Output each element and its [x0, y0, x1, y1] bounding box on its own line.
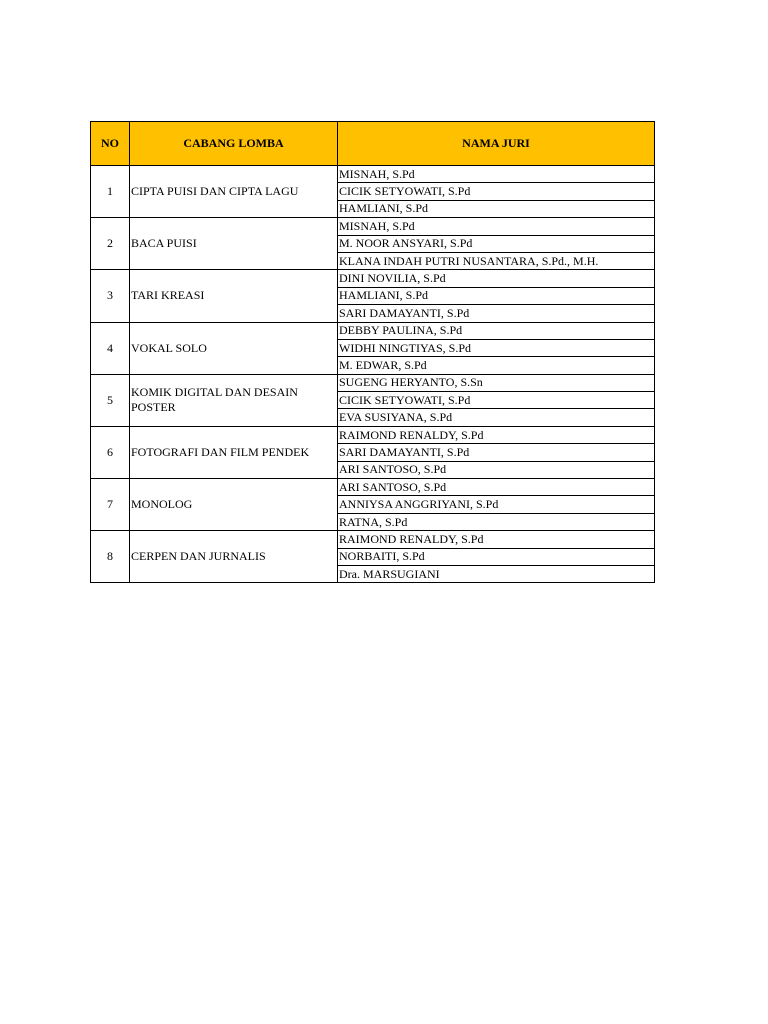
judge-name: ANNIYSA ANGGRIYANI, S.Pd [338, 496, 655, 513]
judge-name: RAIMOND RENALDY, S.Pd [338, 531, 655, 548]
row-number: 4 [91, 322, 130, 374]
row-number: 2 [91, 218, 130, 270]
table-row [91, 166, 655, 183]
judge-name: DINI NOVILIA, S.Pd [338, 270, 655, 287]
judge-name: SUGENG HERYANTO, S.Sn [338, 374, 655, 391]
judge-name: Dra. MARSUGIANI [338, 565, 655, 582]
judge-name: M. NOOR ANSYARI, S.Pd [338, 235, 655, 252]
competition-branch: KOMIK DIGITAL DAN DESAIN POSTER [130, 374, 338, 426]
row-number: 6 [91, 426, 130, 478]
row-number: 1 [91, 166, 130, 218]
row-number: 5 [91, 374, 130, 426]
row-number: 3 [91, 270, 130, 322]
judge-name: KLANA INDAH PUTRI NUSANTARA, S.Pd., M.H. [338, 252, 655, 269]
judge-name: ARI SANTOSO, S.Pd [338, 479, 655, 496]
table-row [91, 270, 655, 287]
judge-name: SARI DAMAYANTI, S.Pd [338, 305, 655, 322]
table-body [91, 166, 655, 583]
judge-name: M. EDWAR, S.Pd [338, 357, 655, 374]
competition-branch: CIPTA PUISI DAN CIPTA LAGU [130, 166, 338, 218]
header-branch: CABANG LOMBA [130, 122, 338, 166]
judge-name: EVA SUSIYANA, S.Pd [338, 409, 655, 426]
header-row [91, 122, 655, 166]
table-row [91, 426, 655, 443]
judge-name: NORBAITI, S.Pd [338, 548, 655, 565]
row-number: 8 [91, 531, 130, 583]
competition-branch: BACA PUISI [130, 218, 338, 270]
competition-branch: VOKAL SOLO [130, 322, 338, 374]
row-number: 7 [91, 479, 130, 531]
competition-branch: MONOLOG [130, 479, 338, 531]
judge-name: RATNA, S.Pd [338, 513, 655, 530]
table-row [91, 531, 655, 548]
judge-name: CICIK SETYOWATI, S.Pd [338, 183, 655, 200]
header-judges: NAMA JURI [338, 122, 655, 166]
judge-name: ARI SANTOSO, S.Pd [338, 461, 655, 478]
table-row [91, 322, 655, 339]
competition-branch: CERPEN DAN JURNALIS [130, 531, 338, 583]
judge-name: RAIMOND RENALDY, S.Pd [338, 426, 655, 443]
table-row [91, 374, 655, 391]
judge-table [90, 121, 655, 583]
judge-name: MISNAH, S.Pd [338, 166, 655, 183]
judge-name: DEBBY PAULINA, S.Pd [338, 322, 655, 339]
table-row [91, 479, 655, 496]
judge-name: WIDHI NINGTIYAS, S.Pd [338, 339, 655, 356]
judge-name: MISNAH, S.Pd [338, 218, 655, 235]
judge-name: HAMLIANI, S.Pd [338, 200, 655, 217]
competition-branch: FOTOGRAFI DAN FILM PENDEK [130, 426, 338, 478]
judge-name: CICIK SETYOWATI, S.Pd [338, 392, 655, 409]
table-row [91, 218, 655, 235]
competition-branch: TARI KREASI [130, 270, 338, 322]
judge-name: HAMLIANI, S.Pd [338, 287, 655, 304]
judge-name: SARI DAMAYANTI, S.Pd [338, 444, 655, 461]
header-no: NO [91, 122, 130, 166]
